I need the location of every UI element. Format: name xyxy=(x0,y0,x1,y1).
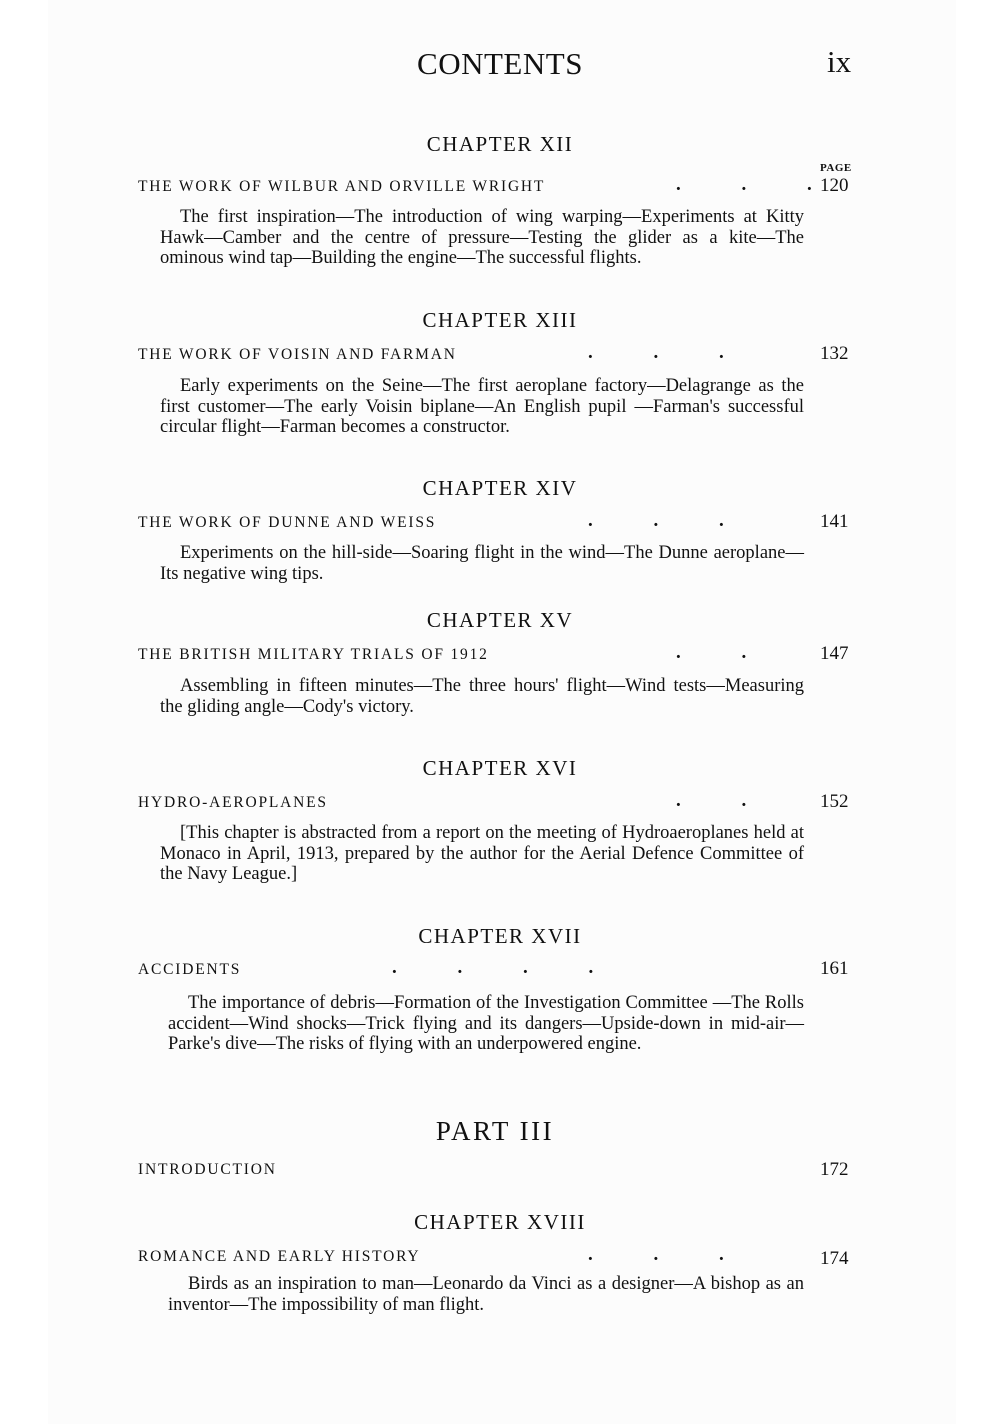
chapter-heading: CHAPTER XVIII xyxy=(414,1210,586,1234)
page-number: 147 xyxy=(820,643,849,664)
page-number: 132 xyxy=(820,343,849,364)
chapter-heading: CHAPTER XIII xyxy=(422,308,578,332)
dot-leader: . . xyxy=(676,642,747,663)
page-number: 152 xyxy=(820,791,849,812)
dot-leader: . . xyxy=(676,790,747,811)
chapter-title: HYDRO-AEROPLANES xyxy=(138,794,328,811)
page-folio: ix xyxy=(827,44,852,79)
chapter-title: THE BRITISH MILITARY TRIALS OF 1912 xyxy=(138,646,489,663)
chapter-synopsis: [This chapter is abstracted from a report on the meeting of Hydroaeroplanes held at Monaco in April, 1913, prepared by the author for the Aerial Defence Committee of the Navy League.] xyxy=(160,823,804,884)
page-number: 120 xyxy=(820,175,849,196)
dot-leader: . . . . xyxy=(392,957,594,978)
page-column-label: PAGE xyxy=(820,162,852,174)
chapter-synopsis: Assembling in fifteen minutes—The three hours' flight—Wind tests—Measuring the gliding angle—Cody's victory. xyxy=(160,676,804,717)
running-title: CONTENTS xyxy=(417,46,583,81)
dot-leader: . . . xyxy=(588,1244,724,1265)
chapter-title: ROMANCE AND EARLY HISTORY xyxy=(138,1248,421,1265)
chapter-heading: CHAPTER XVI xyxy=(422,756,578,780)
chapter-title: THE WORK OF DUNNE AND WEISS xyxy=(138,514,437,531)
chapter-heading: CHAPTER XVII xyxy=(418,924,582,948)
chapter-heading: CHAPTER XIV xyxy=(422,476,578,500)
chapter-title: ACCIDENTS xyxy=(138,961,242,978)
page-number: 174 xyxy=(820,1248,849,1269)
introduction-title: INTRODUCTION xyxy=(138,1161,277,1178)
chapter-synopsis: The importance of debris—Formation of the Investigation Committee —The Rolls accident—Wind shocks—Trick flying and its dangers—Upside-down in mid-air—Parke's dive—The risks of flying with an underpowered engine. xyxy=(168,993,804,1054)
chapter-title: THE WORK OF WILBUR AND ORVILLE WRIGHT xyxy=(138,178,546,195)
chapter-synopsis: The first inspiration—The introduction of wing warping—Experiments at Kitty Hawk—Camber and the centre of pressure—Testing the glider as a kite—The ominous wind tap—Building the engine—The successful flights. xyxy=(160,207,804,268)
page-number: 141 xyxy=(820,511,849,532)
dot-leader: . . . xyxy=(676,174,812,195)
chapter-heading: CHAPTER XII xyxy=(426,132,574,156)
dot-leader: . . . xyxy=(588,510,724,531)
chapter-synopsis: Experiments on the hill-side—Soaring flight in the wind—The Dunne aeroplane—Its negative wing tips. xyxy=(160,543,804,584)
dot-leader: . . . xyxy=(588,342,724,363)
page-number: 161 xyxy=(820,958,849,979)
chapter-synopsis: Early experiments on the Seine—The first aeroplane factory—Delagrange as the first customer—The early Voisin biplane—An English pupil —Farman's successful circular flight—Farman becomes a constructor. xyxy=(160,376,804,437)
part-heading: PART III xyxy=(435,1116,555,1146)
page-number: 172 xyxy=(820,1159,849,1180)
chapter-heading: CHAPTER XV xyxy=(426,608,574,632)
chapter-title: THE WORK OF VOISIN AND FARMAN xyxy=(138,346,457,363)
chapter-synopsis: Birds as an inspiration to man—Leonardo da Vinci as a designer—A bishop as an inventor—The impossibility of man flight. xyxy=(168,1274,804,1315)
